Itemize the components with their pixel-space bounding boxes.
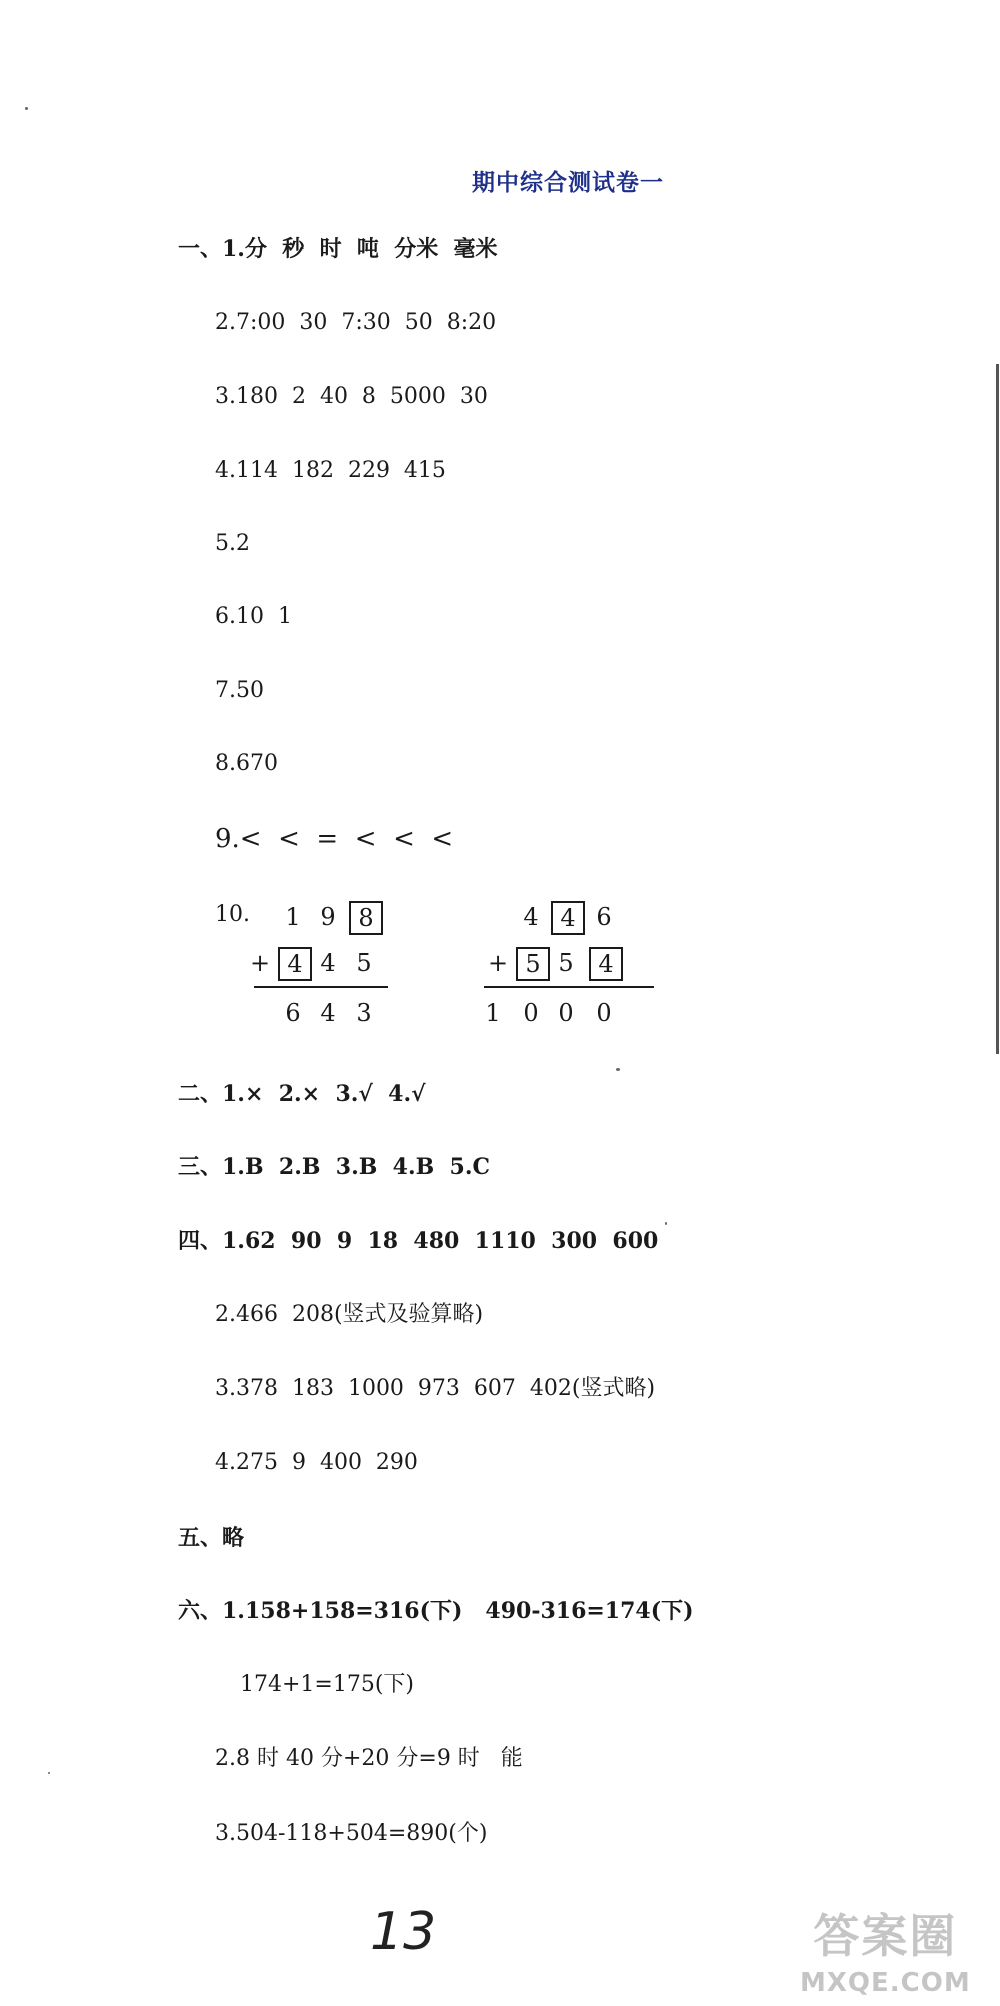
section3-line: 三、1.B 2.B 3.B 4.B 5.C [178,1154,490,1180]
digit: 4 [523,903,539,931]
digit: 5 [558,949,574,977]
section6-line1: 六、1.158+158=316(下) 490-316=174(下) [178,1598,694,1624]
page-title: 期中综合测试卷一 [472,170,664,196]
boxed-digit: 5 [516,947,550,981]
boxed-digit: 4 [551,901,585,935]
scan-speck [25,107,28,110]
section5-line: 五、略 [178,1525,245,1551]
section1-line5: 5.2 [215,531,250,556]
section1-line10-label: 10. [215,902,250,927]
watermark [800,1900,971,1998]
boxed-digit: 8 [349,901,383,935]
digit: 4 [320,949,336,977]
section1-line7: 7.50 [215,678,264,703]
digit: 6 [596,903,612,931]
digit: 9 [320,903,336,931]
scan-speck [616,1068,620,1071]
digit: 6 [285,999,301,1027]
scan-speck [48,1772,50,1774]
section1-line9: 9.< < = < < < [215,824,454,854]
boxed-digit: 4 [589,947,623,981]
plus-sign: + [488,949,509,977]
digit: 1 [285,903,301,931]
plus-sign: + [250,949,271,977]
digit: 1 [485,999,501,1027]
section4-line4: 4.275 9 400 290 [215,1450,418,1475]
digit: 0 [523,999,539,1027]
sum-line [254,986,388,988]
digit: 0 [558,999,574,1027]
page-number: 13 [370,1902,437,1962]
section1-line1: 一、1.分 秒 时 吨 分米 毫米 [178,236,498,262]
section1-line2: 2.7:00 30 7:30 50 8:20 [215,310,497,335]
section1-line4: 4.114 182 229 415 [215,458,446,483]
section4-line1: 四、1.62 90 9 18 480 1110 300 600 [178,1228,659,1254]
section4-line3: 3.378 183 1000 973 607 402(竖式略) [215,1376,656,1401]
scan-speck [665,1222,667,1225]
digit: 5 [356,949,372,977]
section1-line3: 3.180 2 40 8 5000 30 [215,384,488,409]
section1-line8: 8.670 [215,751,278,776]
scan-edge-line [996,364,999,1054]
section4-line2: 2.466 208(竖式及验算略) [215,1302,484,1327]
section2-line: 二、1.× 2.× 3.√ 4.√ [178,1081,426,1107]
digit: 4 [320,999,336,1027]
section6-line2: 174+1=175(下) [240,1672,415,1697]
section6-line3: 2.8 时 40 分+20 分=9 时 能 [215,1746,523,1771]
sum-line [484,986,654,988]
section1-line6: 6.10 1 [215,604,292,629]
watermark-cn: 答案圈 [813,1909,958,1963]
section6-line4: 3.504-118+504=890(个) [215,1821,488,1846]
boxed-digit: 4 [278,947,312,981]
watermark-en: MXQE.COM [800,1968,971,1998]
digit: 0 [596,999,612,1027]
digit: 3 [356,999,372,1027]
